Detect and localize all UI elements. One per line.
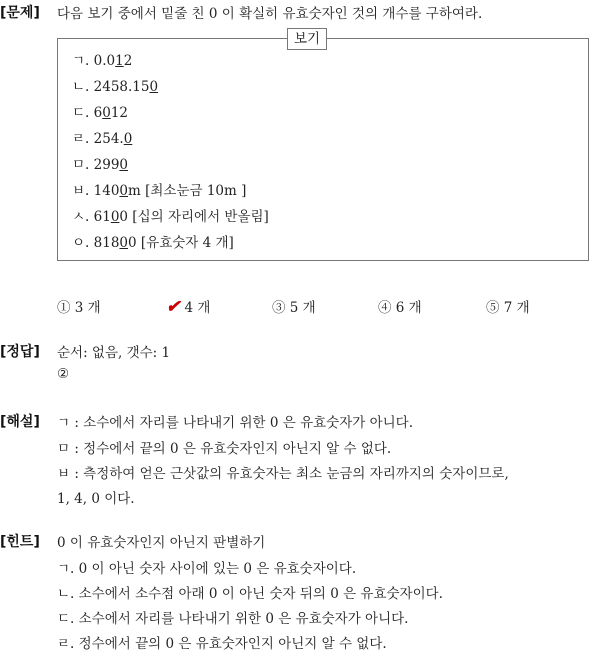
- example-item: ㄱ. 0.012: [72, 53, 133, 69]
- choice-2[interactable]: ✔ 4 개: [166, 297, 211, 317]
- example-item: ㄷ. 6012: [72, 105, 129, 121]
- example-item: ㅅ. 6100 [십의 자리에서 반올림]: [72, 209, 269, 225]
- answer-choice: ②: [57, 366, 70, 382]
- explanation-tag: [해설]: [0, 414, 40, 430]
- example-item: ㅂ. 1400m [최소눈금 10m ]: [72, 183, 247, 199]
- choice-1[interactable]: ① 3 개: [57, 300, 101, 316]
- choice-3[interactable]: ③ 5 개: [272, 300, 316, 316]
- example-box: [57, 38, 589, 261]
- example-box-title: 보기: [287, 28, 327, 50]
- explanation-line: 1, 4, 0 이다.: [57, 491, 135, 507]
- question-tag: [문제]: [0, 5, 40, 21]
- answer-line: 순서: 없음, 갯수: 1: [57, 345, 171, 361]
- hint-line: ㄹ. 정수에서 끝의 0 은 유효숫자인지 아닌지 알 수 없다.: [57, 636, 387, 652]
- example-item: ㄴ. 2458.150: [72, 79, 159, 95]
- example-item: ㄹ. 254.0: [72, 131, 133, 147]
- checkmark-icon: ✔: [166, 297, 181, 317]
- example-item: ㅁ. 2990: [72, 157, 129, 173]
- explanation-line: ㅂ : 측정하여 얻은 근삿값의 유효숫자는 최소 눈금의 자리까지의 숫자이므로,: [57, 466, 509, 482]
- hint-line: ㄷ. 소수에서 자리를 나타내기 위한 0 은 유효숫자가 아니다.: [57, 611, 409, 627]
- hint-line: ㄴ. 소수에서 소수점 아래 0 이 아닌 숫자 뒤의 0 은 유효숫자이다.: [57, 586, 443, 602]
- choice-4[interactable]: ④ 6 개: [378, 300, 422, 316]
- choice-5[interactable]: ⑤ 7 개: [486, 300, 530, 316]
- example-item: ㅇ. 81800 [유효숫자 4 개]: [72, 235, 234, 251]
- answer-tag: [정답]: [0, 344, 40, 360]
- hint-line: 0 이 유효숫자인지 아닌지 판별하기: [57, 535, 266, 551]
- explanation-line: ㅁ : 정수에서 끝의 0 은 유효숫자인지 아닌지 알 수 없다.: [57, 441, 392, 457]
- hint-tag: [힌트]: [0, 534, 40, 550]
- explanation-line: ㄱ : 소수에서 자리를 나타내기 위한 0 은 유효숫자가 아니다.: [57, 415, 413, 431]
- question-text: 다음 보기 중에서 밑줄 친 0 이 확실히 유효숫자인 것의 개수를 구하여라.: [57, 6, 483, 22]
- hint-line: ㄱ. 0 이 아닌 숫자 사이에 있는 0 은 유효숫자이다.: [57, 561, 357, 577]
